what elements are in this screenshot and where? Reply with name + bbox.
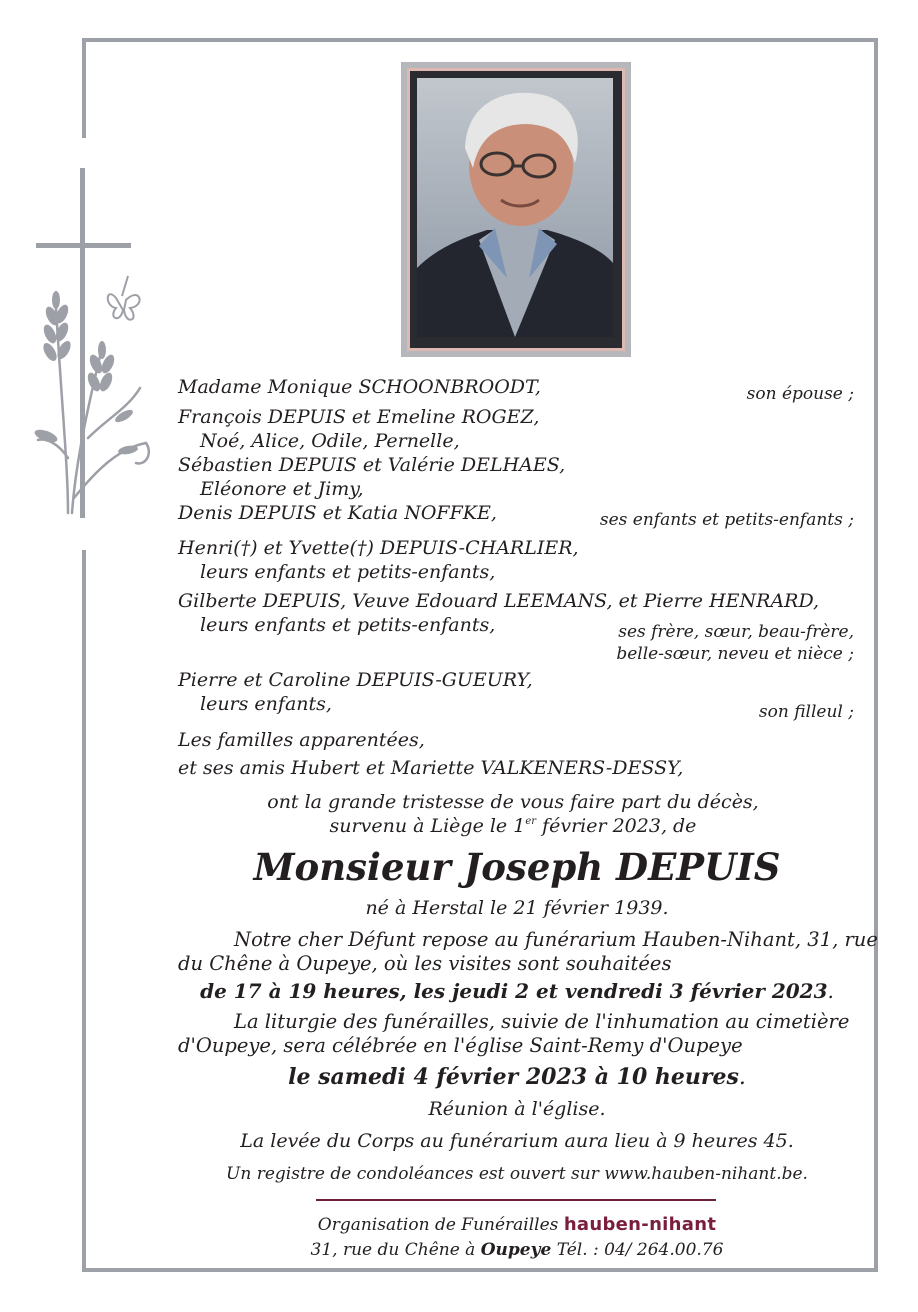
relation-siblings-2: belle-sœur, neveu et nièce ; xyxy=(616,644,854,664)
family-line: Gilberte DEPUIS, Veuve Edouard LEEMANS, et Pierre HENRARD, xyxy=(178,590,820,612)
cross-wheat-butterfly-icon xyxy=(28,168,158,528)
deceased-birth: né à Herstal le 21 février 1939. xyxy=(365,897,669,919)
visits-times: de 17 à 19 heures, les jeudi 2 et vendredi 3 février 2023. xyxy=(200,979,834,1003)
brand-logo: hauben-nihant xyxy=(563,1214,717,1235)
family-line: et ses amis Hubert et Mariette VALKENERS-DESSY, xyxy=(178,757,684,779)
footer-divider xyxy=(316,1199,716,1201)
funeral-levee: La levée du Corps au funérarium aura lieu à 9 heures 45. xyxy=(240,1130,794,1152)
relation-siblings-1: ses frère, sœur, beau-frère, xyxy=(618,622,854,642)
relation-godson: son filleul ; xyxy=(758,702,854,722)
family-line: François DEPUIS et Emeline ROGEZ, xyxy=(178,406,540,428)
announcement-line-2: survenu à Liège le 1er février 2023, de xyxy=(329,815,697,837)
family-line: Madame Monique SCHOONBROODT, xyxy=(178,376,541,398)
condolence-register: Un registre de condoléances est ouvert sur www.hauben-nihant.be. xyxy=(226,1164,808,1184)
family-line: Pierre et Caroline DEPUIS-GUEURY, xyxy=(178,669,533,691)
deceased-name: Monsieur Joseph DEPUIS xyxy=(253,845,781,889)
family-line: leurs enfants et petits-enfants, xyxy=(200,561,496,583)
family-line: Eléonore et Jimy, xyxy=(200,478,364,500)
portrait-frame xyxy=(401,62,631,357)
portrait-photo xyxy=(417,78,613,337)
family-line: Noé, Alice, Odile, Pernelle, xyxy=(200,430,460,452)
family-line: Les familles apparentées, xyxy=(178,729,425,751)
visits-line-2: du Chêne à Oupeye, où les visites sont souhaitées xyxy=(178,952,672,975)
announcement-line-1: ont la grande tristesse de vous faire part du décès, xyxy=(267,791,759,813)
footer-organisation: Organisation de Funérailles hauben-nihant xyxy=(317,1214,717,1235)
funeral-meeting: Réunion à l'église. xyxy=(428,1098,606,1120)
relation-spouse: son épouse ; xyxy=(746,384,854,404)
family-line: Denis DEPUIS et Katia NOFFKE, xyxy=(178,502,497,524)
funeral-line-2: d'Oupeye, sera célébrée en l'église Saint-Remy d'Oupeye xyxy=(178,1034,743,1057)
funeral-date: le samedi 4 février 2023 à 10 heures. xyxy=(288,1064,746,1090)
funeral-line-1: La liturgie des funérailles, suivie de l'inhumation au cimetière xyxy=(234,1010,850,1033)
family-line: Henri(†) et Yvette(†) DEPUIS-CHARLIER, xyxy=(178,537,579,559)
relation-children: ses enfants et petits-enfants ; xyxy=(599,510,854,530)
family-line: leurs enfants et petits-enfants, xyxy=(200,614,496,636)
footer-address: 31, rue du Chêne à Oupeye Tél. : 04/ 264.00.76 xyxy=(310,1240,724,1260)
visits-line-1: Notre cher Défunt repose au funérarium Hauben-Nihant, 31, rue xyxy=(234,928,878,951)
family-line: leurs enfants, xyxy=(200,693,332,715)
family-line: Sébastien DEPUIS et Valérie DELHAES, xyxy=(178,454,566,476)
